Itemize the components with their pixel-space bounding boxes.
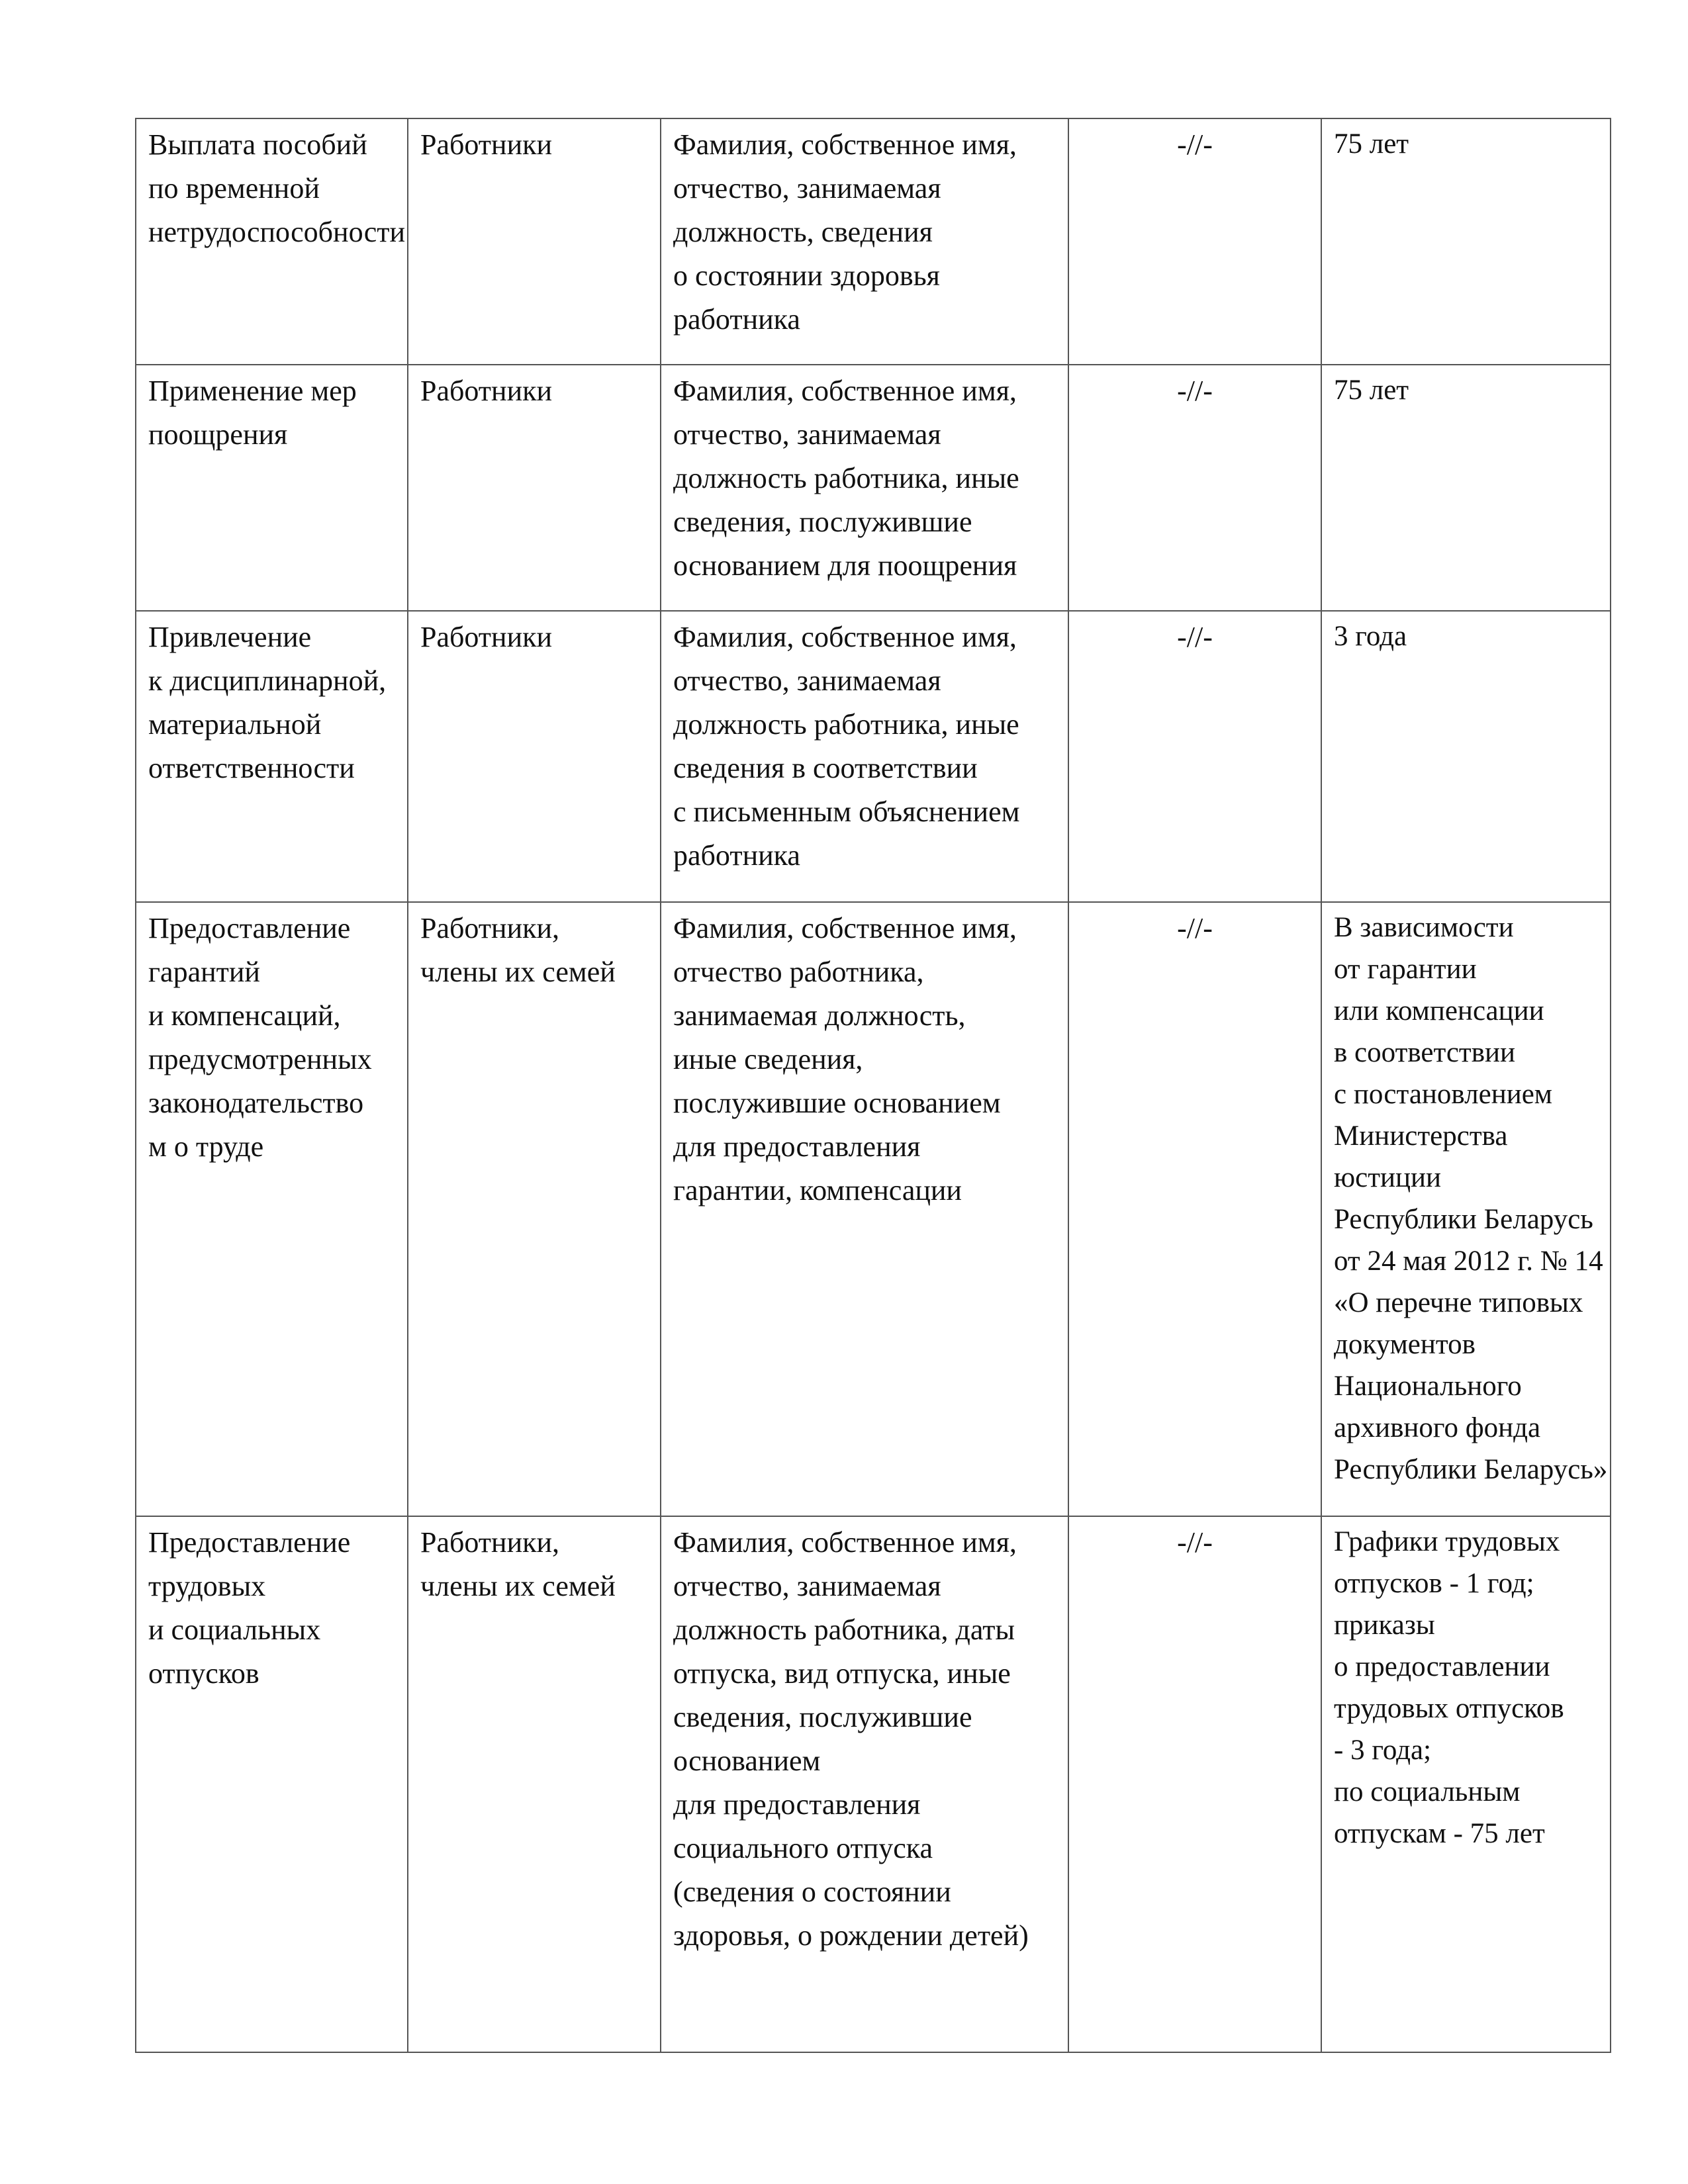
cell-text-line: о предоставлении [1334,1651,1550,1682]
cell-text-line: -//- [1177,128,1213,161]
cell-text-line: по социальным [1334,1776,1521,1807]
personal-data-list-cell [661,611,1068,902]
ditto-mark-cell [1068,365,1321,611]
ditto-mark-cell [1068,1516,1321,2052]
cell-text-line: 75 лет [1334,375,1409,406]
cell-text-line: м о труде [148,1130,264,1163]
cell-text-line: Министерства [1334,1120,1508,1152]
cell-text-line: и компенсаций, [148,999,341,1032]
cell-text-line: члены их семей [420,956,616,988]
cell-text-line: для предоставления [673,1130,921,1163]
personal-data-list-cell [661,1516,1068,2052]
table-row [136,902,1611,1516]
cell-text-line: должность работника, иные [673,462,1019,494]
table-row [136,1516,1611,2052]
cell-text-line: Выплата пособий [148,128,367,161]
cell-text-line: члены их семей [420,1570,616,1602]
cell-text-line: В зависимости [1334,912,1514,943]
retention-period-cell [1321,611,1611,902]
cell-text-line: 3 года [1334,621,1407,652]
personal-data-list-cell [661,118,1068,365]
cell-text-line: занимаемая должность, [673,999,966,1032]
cell-text-line: социального отпуска [673,1832,933,1864]
cell-text-line: нетрудоспособности [148,216,406,248]
cell-text-line: Привлечение [148,621,312,653]
retention-period-cell [1321,1516,1611,2052]
cell-text-line: Применение мер [148,375,357,407]
personal-data-list-cell [661,365,1068,611]
data-subjects-cell [408,365,661,611]
data-subjects-cell [408,1516,661,2052]
table-row [136,611,1611,902]
cell-text-line: должность, сведения [673,216,933,248]
cell-text-line: Работники, [420,912,560,944]
cell-text-line: трудовых [148,1570,266,1602]
data-subjects-cell [408,118,661,365]
cell-text-line: Фамилия, собственное имя, [673,621,1017,653]
cell-text-line: отпуска, вид отпуска, иные [673,1657,1011,1690]
retention-period-cell [1321,118,1611,365]
ditto-mark-cell [1068,118,1321,365]
ditto-mark-cell [1068,611,1321,902]
cell-text-line: или компенсации [1334,995,1544,1026]
cell-text-line: здоровья, о рождении детей) [673,1919,1029,1952]
cell-text-line: Республики Беларусь [1334,1204,1593,1235]
cell-text-line: для предоставления [673,1788,921,1821]
cell-text-line: - 3 года; [1334,1735,1432,1766]
cell-text-line: послужившие основанием [673,1087,1001,1119]
data-subjects-cell [408,611,661,902]
cell-text-line: Фамилия, собственное имя, [673,1526,1017,1559]
cell-text-line: отчество, занимаемая [673,664,941,697]
cell-text-line: -//- [1177,1526,1213,1559]
cell-text-line: архивного фонда [1334,1412,1541,1443]
cell-text-line: к дисциплинарной, [148,664,387,697]
cell-text-line: «О перечне типовых [1334,1287,1583,1318]
retention-period-cell [1321,365,1611,611]
processing-purpose-cell [136,902,408,1516]
cell-text-line: отпусков [148,1657,259,1690]
cell-text-line: по временной [148,172,320,205]
processing-purpose-cell [136,365,408,611]
processing-purpose-cell [136,1516,408,2052]
cell-text-line: отпусков - 1 год; [1334,1568,1534,1599]
cell-text-line: иные сведения, [673,1043,863,1075]
cell-text-line: должность работника, иные [673,708,1019,741]
cell-text-line: в соответствии [1334,1037,1516,1068]
data-subjects-cell [408,902,661,1516]
cell-text-line: сведения, послужившие [673,1701,972,1733]
cell-text-line: Графики трудовых [1334,1526,1560,1557]
cell-text-line: Республики Беларусь» [1334,1454,1608,1485]
cell-text-line: гарантии, компенсации [673,1174,962,1206]
cell-text-line: Фамилия, собственное имя, [673,128,1017,161]
cell-text-line: материальной [148,708,322,741]
cell-text-line: -//- [1177,375,1213,407]
cell-text-line: основанием для поощрения [673,549,1017,582]
cell-text-line: с письменным объяснением [673,796,1020,828]
cell-text-line: о состоянии здоровья [673,259,940,292]
cell-text-line: (сведения о состоянии [673,1876,951,1908]
cell-text-line: Работники [420,128,553,161]
cell-text-line: и социальных [148,1614,321,1646]
cell-text-line: сведения, послужившие [673,506,972,538]
cell-text-line: Работники [420,375,553,407]
cell-text-line: Фамилия, собственное имя, [673,375,1017,407]
table-row [136,365,1611,611]
cell-text-line: Предоставление [148,1526,351,1559]
cell-text-line: Национального [1334,1371,1522,1402]
cell-text-line: от 24 мая 2012 г. № 14 [1334,1246,1603,1277]
ditto-mark-cell [1068,902,1321,1516]
cell-text-line: предусмотренных [148,1043,372,1075]
cell-text-line: Работники [420,621,553,653]
retention-period-cell [1321,902,1611,1516]
cell-text-line: поощрения [148,418,288,451]
cell-text-line: приказы [1334,1610,1435,1641]
personal-data-table [135,118,1611,2053]
cell-text-line: 75 лет [1334,128,1409,159]
cell-text-line: ответственности [148,752,355,784]
cell-text-line: Работники, [420,1526,560,1559]
cell-text-line: сведения в соответствии [673,752,978,784]
cell-text-line: работника [673,839,800,872]
cell-text-line: отчество, занимаемая [673,418,941,451]
cell-text-line: от гарантии [1334,954,1477,985]
cell-text-line: Предоставление [148,912,351,944]
cell-text-line: гарантий [148,956,260,988]
cell-text-line: с постановлением [1334,1079,1553,1110]
cell-text-line: трудовых отпусков [1334,1693,1564,1724]
cell-text-line: Фамилия, собственное имя, [673,912,1017,944]
cell-text-line: отчество, занимаемая [673,1570,941,1602]
table-row [136,118,1611,365]
cell-text-line: документов [1334,1329,1476,1360]
processing-purpose-cell [136,611,408,902]
cell-text-line: работника [673,303,800,336]
cell-text-line: отчество работника, [673,956,924,988]
cell-text-line: законодательство [148,1087,364,1119]
cell-text-line: -//- [1177,621,1213,653]
processing-purpose-cell [136,118,408,365]
personal-data-list-cell [661,902,1068,1516]
cell-text-line: отпускам - 75 лет [1334,1818,1545,1849]
cell-text-line: юстиции [1334,1162,1442,1193]
cell-text-line: должность работника, даты [673,1614,1015,1646]
cell-text-line: отчество, занимаемая [673,172,941,205]
cell-text-line: -//- [1177,912,1213,944]
cell-text-line: основанием [673,1745,821,1777]
